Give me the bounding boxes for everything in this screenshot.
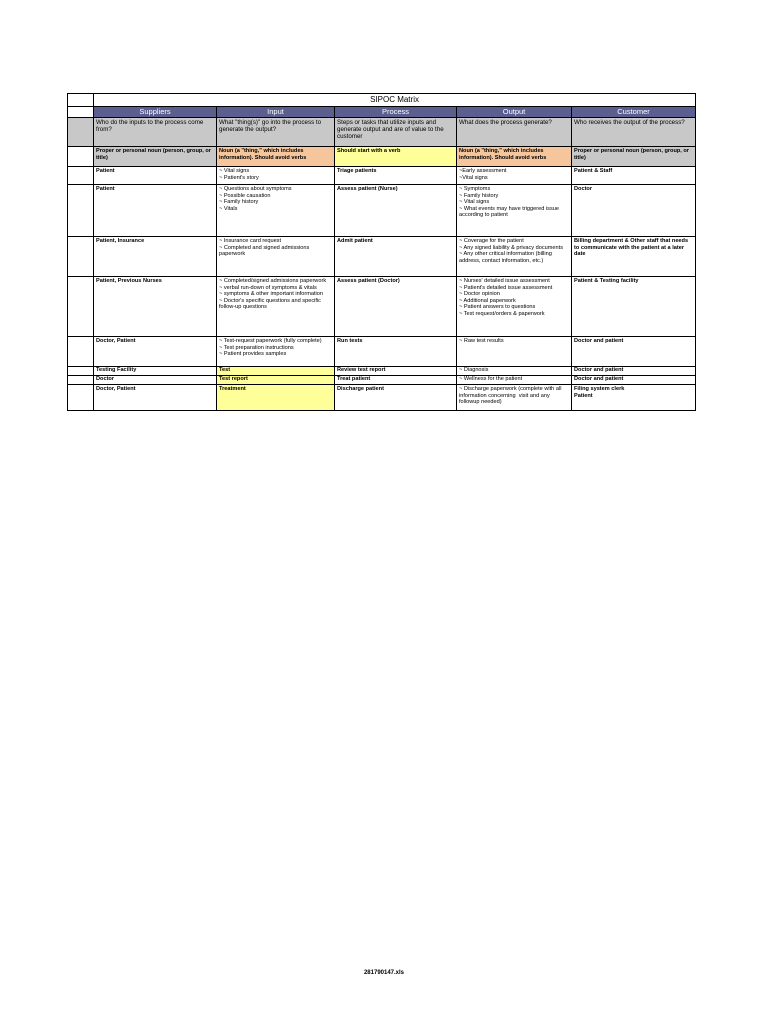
file-name-footer: 281790147.xls bbox=[363, 970, 405, 976]
header-process: Process bbox=[335, 107, 457, 118]
process-cell: Treat patient bbox=[335, 376, 457, 385]
header-row bbox=[68, 107, 696, 118]
input-cell bbox=[217, 237, 335, 277]
row-header-cell bbox=[68, 277, 94, 337]
cell-line: ~ Completed and signed admissions paperwork bbox=[219, 244, 311, 258]
cell-line: ~ Completed/signed admissions paperwork bbox=[219, 278, 327, 284]
supplier-cell: Doctor bbox=[94, 376, 217, 385]
cell-line: ~ Patient's story bbox=[219, 174, 259, 181]
desc-suppliers: Who do the inputs to the process come from? bbox=[94, 118, 217, 147]
guidance-row bbox=[68, 147, 696, 167]
input-cell bbox=[217, 337, 335, 367]
cell-line: ~ Insurance card request bbox=[219, 238, 282, 244]
cell-line: ~ Vital signs bbox=[459, 199, 490, 206]
supplier-cell: Testing Facility bbox=[94, 367, 217, 376]
supplier-cell: Doctor, Patient bbox=[94, 337, 217, 367]
cell-line: ~ Test request/orders & paperwork bbox=[459, 310, 545, 317]
title-row bbox=[68, 94, 696, 107]
cell-line: ~ Possible causation bbox=[219, 192, 271, 199]
output-cell bbox=[457, 337, 572, 367]
desc-process: Steps or tasks that utilize inputs and generate output and are of value to the customer bbox=[335, 118, 457, 147]
cell-line: Treatment bbox=[219, 386, 246, 392]
row-header-cell bbox=[68, 337, 94, 367]
cell-line: Test report bbox=[219, 376, 248, 382]
guide-process: Should start with a verb bbox=[335, 147, 457, 167]
row-header-cell bbox=[68, 118, 94, 147]
guide-output: Noun (a "thing," which includes information). Should avoid verbs bbox=[457, 147, 572, 167]
cell-line: ~ Coverage for the patient bbox=[459, 238, 524, 244]
desc-output: What does the process generate? bbox=[457, 118, 572, 147]
table-row bbox=[68, 367, 696, 376]
guide-customer: Proper or personal noun (person, group, or title) bbox=[572, 147, 696, 167]
output-cell bbox=[457, 167, 572, 185]
matrix-title: SIPOC Matrix bbox=[94, 94, 696, 107]
desc-customer: Who receives the output of the process? bbox=[572, 118, 696, 147]
process-cell: Triage patients bbox=[335, 167, 457, 185]
customer-cell: Billing department & Other staff that needs to communicate with the patient at a later date bbox=[572, 237, 696, 277]
supplier-cell: Patient bbox=[94, 167, 217, 185]
cell-line: ~ Wellness for the patient bbox=[459, 376, 523, 382]
cell-line: ~ Doctor opinion bbox=[459, 291, 500, 298]
table-row bbox=[68, 237, 696, 277]
cell-line: ~ Diagnosis bbox=[459, 367, 489, 373]
cell-line: ~Vital signs bbox=[459, 174, 488, 181]
cell-line: ~ verbal run-down of symptoms & vitals bbox=[219, 284, 317, 291]
customer-cell: Doctor and patient bbox=[572, 367, 696, 376]
input-cell bbox=[217, 385, 335, 411]
table-row bbox=[68, 277, 696, 337]
cell-line: ~ Vitals bbox=[219, 205, 238, 212]
cell-line: ~ Symptoms bbox=[459, 186, 491, 192]
customer-cell: Doctor and patient bbox=[572, 337, 696, 367]
row-header-cell bbox=[68, 376, 94, 385]
row-header-cell bbox=[68, 185, 94, 237]
guide-suppliers: Proper or personal noun (person, group, or title) bbox=[94, 147, 217, 167]
cell-line: ~ Patient provides samples bbox=[219, 351, 287, 358]
header-customer: Customer bbox=[572, 107, 696, 118]
cell-line: ~ Test preparation instructions bbox=[219, 344, 294, 351]
supplier-cell: Doctor, Patient bbox=[94, 385, 217, 411]
cell-line: ~ Any other critical information (billing address, contact information, etc.) bbox=[459, 251, 554, 264]
cell-line: ~ Nurses' detailed issue assessment bbox=[459, 278, 550, 284]
customer-cell: Filing system clerk Patient bbox=[572, 385, 696, 411]
cell-line: ~ Family history bbox=[459, 192, 499, 199]
row-header-cell bbox=[68, 385, 94, 411]
output-cell bbox=[457, 385, 572, 411]
cell-line: ~ Vital signs bbox=[219, 168, 250, 174]
output-cell bbox=[457, 367, 572, 376]
row-header-cell bbox=[68, 94, 94, 107]
process-cell: Admit patient bbox=[335, 237, 457, 277]
cell-line: ~ symptoms & other important information bbox=[219, 291, 323, 298]
guide-input: Noun (a "thing," which includes information). Should avoid verbs bbox=[217, 147, 335, 167]
data-rows bbox=[68, 167, 696, 411]
process-cell: Assess patient (Doctor) bbox=[335, 277, 457, 337]
cell-line: ~ Additional paperwork bbox=[459, 297, 516, 304]
description-row bbox=[68, 118, 696, 147]
process-cell: Run tests bbox=[335, 337, 457, 367]
output-cell bbox=[457, 277, 572, 337]
sipoc-matrix-table bbox=[67, 93, 696, 411]
cell-line: ~ Patient answers to questions bbox=[459, 304, 536, 311]
cell-line: ~ Patient's detailed issue assessment bbox=[459, 284, 553, 291]
supplier-cell: Patient, Insurance bbox=[94, 237, 217, 277]
customer-cell: Patient & Staff bbox=[572, 167, 696, 185]
cell-line: ~ Discharge paperwork (complete with all information concerning visit and any followup needed) bbox=[459, 386, 564, 406]
row-header-cell bbox=[68, 167, 94, 185]
cell-line: ~ Any signed liability & privacy documents bbox=[459, 244, 564, 251]
table-row bbox=[68, 337, 696, 367]
cell-line: ~Early assessment bbox=[459, 168, 507, 174]
input-cell bbox=[217, 376, 335, 385]
customer-cell: Doctor bbox=[572, 185, 696, 237]
cell-line: ~ What events may have triggered issue according to patient bbox=[459, 205, 561, 219]
input-cell bbox=[217, 277, 335, 337]
process-cell: Discharge patient bbox=[335, 385, 457, 411]
row-header-cell bbox=[68, 237, 94, 277]
process-cell: Review test report bbox=[335, 367, 457, 376]
customer-cell: Doctor and patient bbox=[572, 376, 696, 385]
input-cell bbox=[217, 185, 335, 237]
customer-cell: Patient & Testing facility bbox=[572, 277, 696, 337]
supplier-cell: Patient, Previous Nurses bbox=[94, 277, 217, 337]
process-cell: Assess patient (Nurse) bbox=[335, 185, 457, 237]
table-row bbox=[68, 385, 696, 411]
supplier-cell: Patient bbox=[94, 185, 217, 237]
cell-line: ~ Questions about symptoms bbox=[219, 186, 292, 192]
row-header-cell bbox=[68, 147, 94, 167]
cell-line: ~ Raw test results bbox=[459, 338, 504, 344]
header-output: Output bbox=[457, 107, 572, 118]
table-row bbox=[68, 167, 696, 185]
row-header-cell bbox=[68, 107, 94, 118]
cell-line: ~ Test-request paperwork (fully complete) bbox=[219, 338, 322, 344]
header-suppliers: Suppliers bbox=[94, 107, 217, 118]
row-header-cell bbox=[68, 367, 94, 376]
table-row bbox=[68, 185, 696, 237]
table-row bbox=[68, 376, 696, 385]
input-cell bbox=[217, 367, 335, 376]
output-cell bbox=[457, 185, 572, 237]
output-cell bbox=[457, 237, 572, 277]
desc-input: What "thing(s)" go into the process to generate the output? bbox=[217, 118, 335, 147]
cell-line: ~ Family history bbox=[219, 199, 259, 206]
cell-line: Test bbox=[219, 367, 231, 373]
output-cell bbox=[457, 376, 572, 385]
cell-line: ~ Doctor's specific questions and specific follow-up questions bbox=[219, 297, 323, 311]
input-cell bbox=[217, 167, 335, 185]
header-input: Input bbox=[217, 107, 335, 118]
